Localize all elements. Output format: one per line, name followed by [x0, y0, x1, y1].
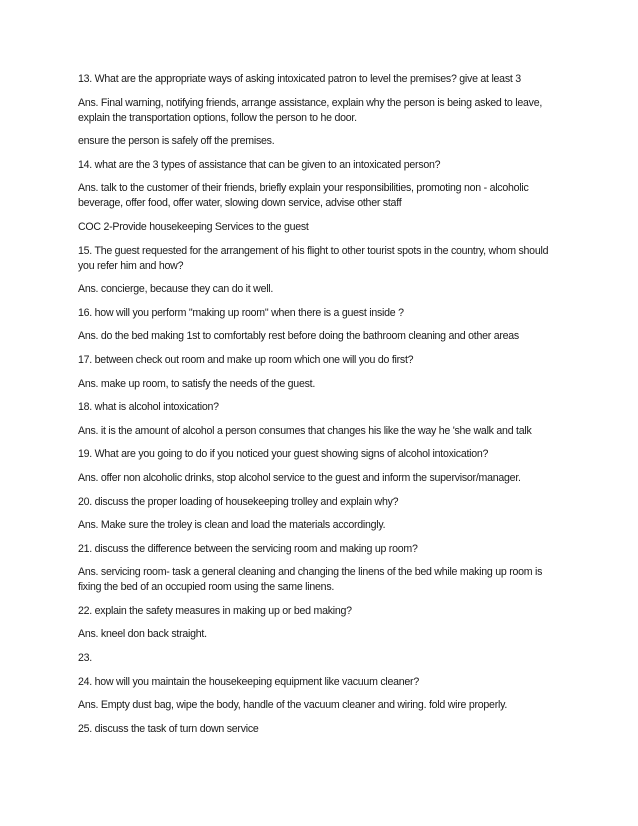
- question-18: 18. what is alcohol intoxication?: [78, 401, 219, 414]
- question-25: 25. discuss the task of turn down service: [78, 722, 259, 735]
- answer-13: Ans. Final warning, notifying friends, arrange assistance, explain why the person is being asked to leave, explain the transportation options, follow the person to he door.: [78, 96, 543, 124]
- answer-24: Ans. Empty dust bag, wipe the body, handle of the vacuum cleaner and wiring. fold wire properly.: [78, 699, 508, 712]
- answer-19: Ans. offer non alcoholic drinks, stop alcohol service to the guest and inform the supervisor/manager.: [78, 471, 521, 484]
- question-13: 13. What are the appropriate ways of asking intoxicated patron to level the premises? give at least 3: [78, 73, 521, 85]
- answer-16: Ans. do the bed making 1st to comfortably rest before doing the bathroom cleaning and other areas: [78, 330, 519, 343]
- answer-18: Ans. it is the amount of alcohol a person consumes that changes his like the way he 'she walk and talk: [78, 424, 532, 437]
- answer-21: Ans. servicing room- task a general cleaning and changing the linens of the bed while making up room is fixing the bed of an occupied room using the same linens.: [78, 566, 543, 594]
- question-14: 14. what are the 3 types of assistance that can be given to an intoxicated person?: [78, 158, 441, 171]
- question-23: 23.: [78, 652, 92, 665]
- question-22: 22. explain the safety measures in making up or bed making?: [78, 604, 352, 617]
- question-21: 21. discuss the difference between the servicing room and making up room?: [78, 542, 418, 555]
- question-16: 16. how will you perform "making up room" when there is a guest inside ?: [78, 306, 404, 319]
- question-17: 17. between check out room and make up room which one will you do first?: [78, 353, 414, 366]
- question-15: 15. The guest requested for the arrangement of his flight to other tourist spots in the country, whom should you refer him and how?: [78, 244, 549, 272]
- answer-17: Ans. make up room, to satisfy the needs of the guest.: [78, 377, 316, 390]
- document-page: [78, 72, 566, 745]
- question-19: 19. What are you going to do if you noticed your guest showing signs of alcohol intoxication?: [78, 448, 489, 461]
- answer-20: Ans. Make sure the troley is clean and load the materials accordingly.: [78, 519, 386, 532]
- answer-15: Ans. concierge, because they can do it well.: [78, 283, 274, 296]
- answer-13-continued: ensure the person is safely off the premises.: [78, 135, 275, 148]
- answer-14: Ans. talk to the customer of their friends, briefly explain your responsibilities, promoting non - alcoholic beverage, offer food, offer water, slowing down service, advise other staff: [78, 182, 529, 210]
- answer-22: Ans. kneel don back straight.: [78, 628, 207, 641]
- question-20: 20. discuss the proper loading of housekeeping trolley and explain why?: [78, 495, 399, 508]
- question-24: 24. how will you maintain the housekeeping equipment like vacuum cleaner?: [78, 675, 419, 688]
- section-heading: COC 2-Provide housekeeping Services to the guest: [78, 220, 309, 233]
